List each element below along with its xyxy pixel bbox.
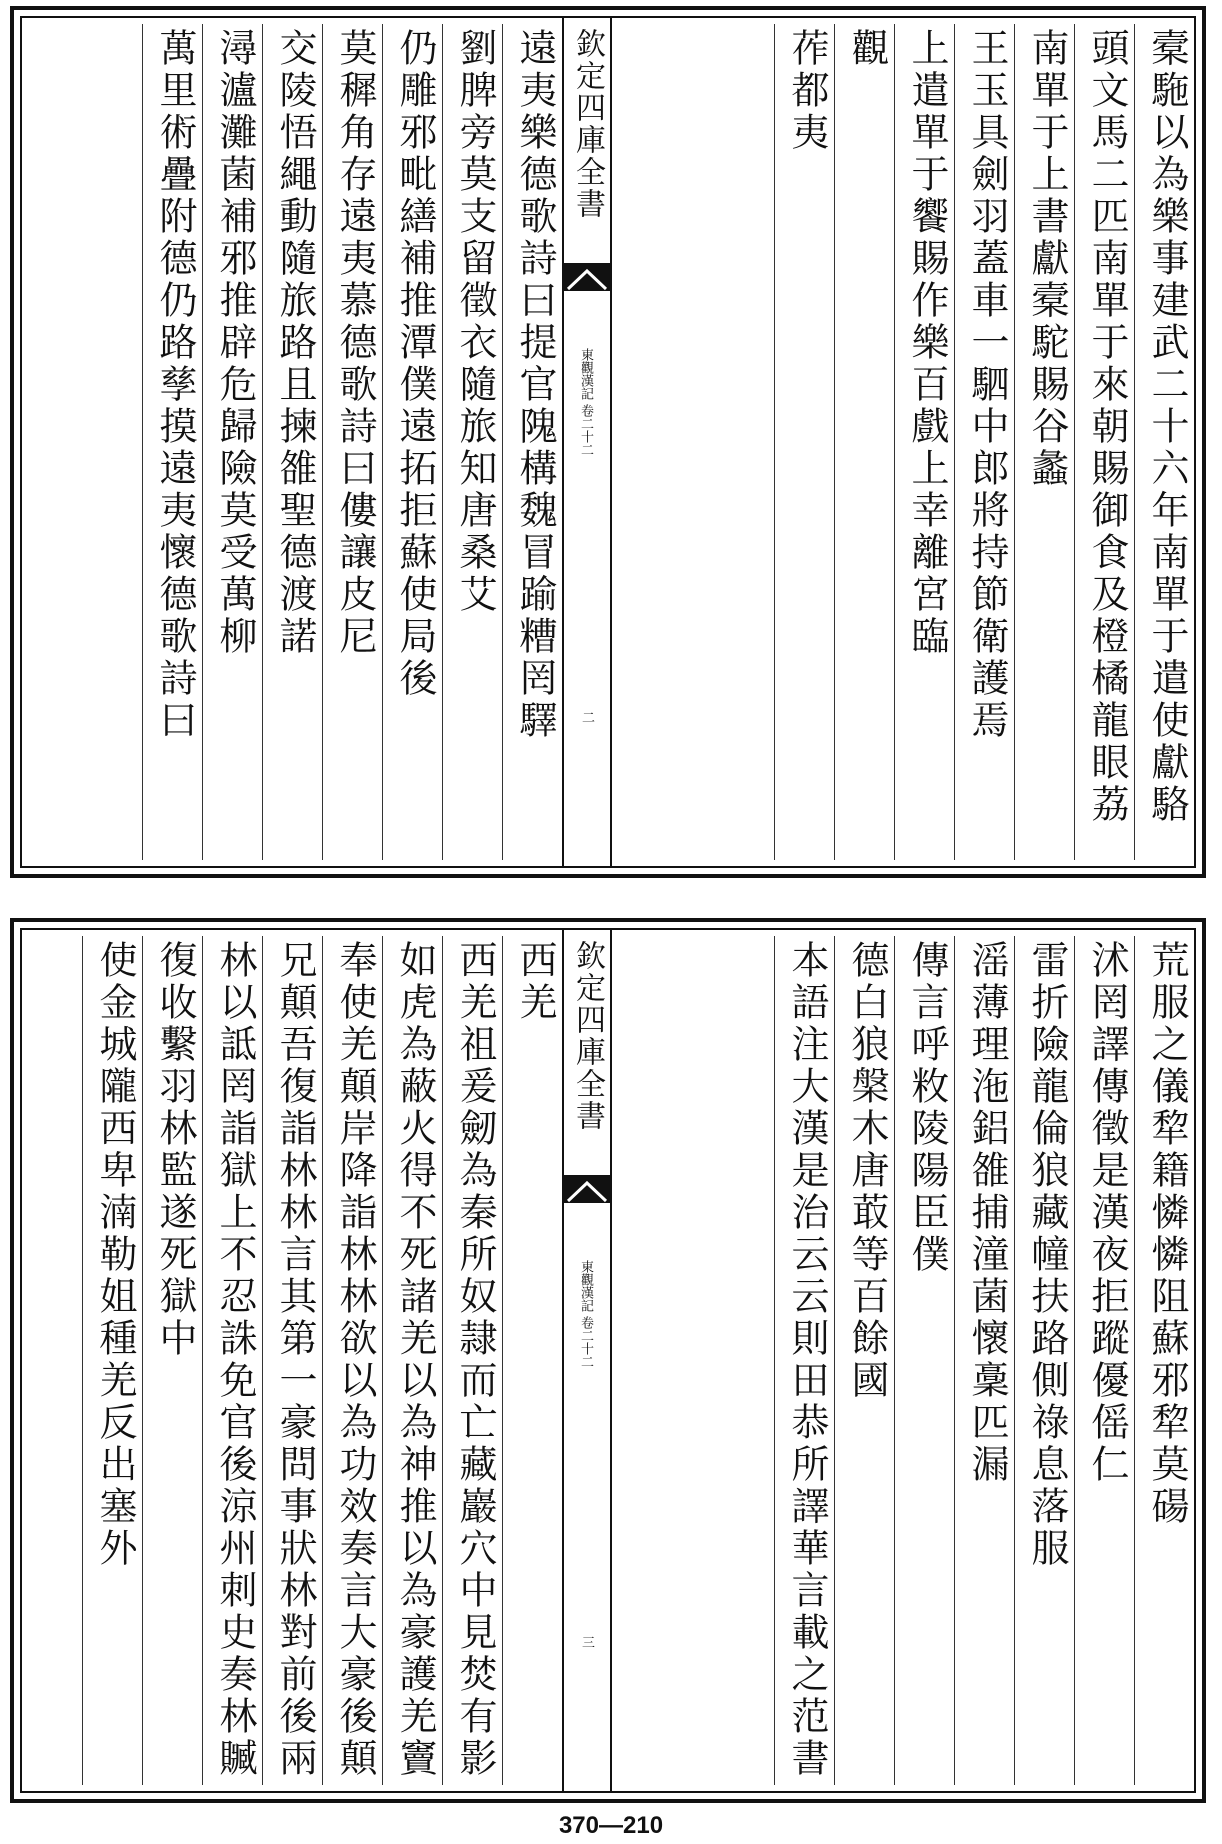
bottom-right-half [654,930,1194,1791]
text-column: 使金城隴西卑湳勒姐種羌反出塞外 [82,936,142,1785]
bottom-page-frame [20,928,1196,1793]
top-gutter [562,18,612,866]
top-right-half [654,18,1194,866]
text-column: 潯瀘灘菌補邪推辟危歸險莫受萬柳 [202,24,262,860]
gutter-title: 欽定四庫全書 [570,28,605,220]
bottom-page [10,918,1206,1803]
text-column: 林以詆罔詣獄上不忍誅免官後涼州刺史奏林贓 [202,936,262,1785]
text-column: 德白狼槃木唐菆等百餘國 [834,936,894,1785]
text-column: 萬里術疊附德仍路孳摸遠夷懷德歌詩曰 [142,24,202,860]
text-column: 沭罔譯傳徵是漢夜拒蹤優傜仁 [1074,936,1134,1785]
text-column: 交陵悟繩動隨旅路且揀雒聖德渡諾 [262,24,322,860]
gutter-title: 欽定四庫全書 [570,940,605,1132]
page-footer-number: 370—210 [558,1812,664,1839]
text-column: 復收繫羽林監遂死獄中 [142,936,202,1785]
top-page-frame [20,16,1196,868]
top-page [10,6,1206,878]
text-column: 滛薄理沲鋁雒捕潼菌懷稾匹漏 [954,936,1014,1785]
text-column: 莫穉角存遠夷慕德歌詩曰僂讓皮尼 [322,24,382,860]
text-column: 遠夷樂德歌詩曰提官隗構魏冒踰糟罔驛 [502,24,562,860]
text-column: 槖駞以為樂事建武二十六年南單于遣使獻駱 [1134,24,1194,860]
top-left-half [22,18,562,866]
text-column: 傳言呼敉陵陽臣僕 [894,936,954,1785]
bottom-gutter [562,930,612,1791]
gutter-page-number: 二 [582,711,596,726]
text-column: 如虎為蔽火得不死諸羌以為神推以為豪護羌竇 [382,936,442,1785]
text-column: 奉使羌顛岸降詣林林欲以為功效奏言大豪後顛 [322,936,382,1785]
fish-tail-mark-icon [564,263,610,291]
text-column: 荒服之儀犂籍憐憐阻蘇邪犂莫碭 [1134,936,1194,1785]
text-column: 雷折險龍倫狼藏幢扶路側祿息落服 [1014,936,1074,1785]
bottom-left-half [22,930,562,1791]
text-column: 頭文馬二匹南單于來朝賜御食及橙橘龍眼荔 [1074,24,1134,860]
fish-tail-mark-icon [564,1175,610,1203]
text-column: 西羌祖爰劒為秦所奴隷而亡藏巖穴中見焚有影 [442,936,502,1785]
text-column: 兄顛吾復詣林林言其第一豪問事狀林對前後兩 [262,936,322,1785]
gutter-page-number: 三 [582,1636,596,1651]
text-column: 莋都夷 [774,24,834,860]
text-column: 觀 [834,24,894,860]
text-column: 王玉具劍羽蓋車一駟中郎將持節衛護焉 [954,24,1014,860]
text-column: 仍雕邪毗繕補推潭僕遠拓拒蘇使局後 [382,24,442,860]
gutter-volume: 東觀漢記 卷二十二 [578,1260,593,1369]
text-column: 劉脾旁莫支留徵衣隨旅知唐桑艾 [442,24,502,860]
gutter-volume: 東觀漢記 卷二十二 [578,348,593,457]
text-column: 上遣單于饗賜作樂百戲上幸離宮臨 [894,24,954,860]
text-column: 本語注大漢是治云云則田恭所譯華言載之范書 [774,936,834,1785]
text-column: 西羌 [502,936,562,1785]
text-column: 南單于上書獻槖駝賜谷蠡 [1014,24,1074,860]
